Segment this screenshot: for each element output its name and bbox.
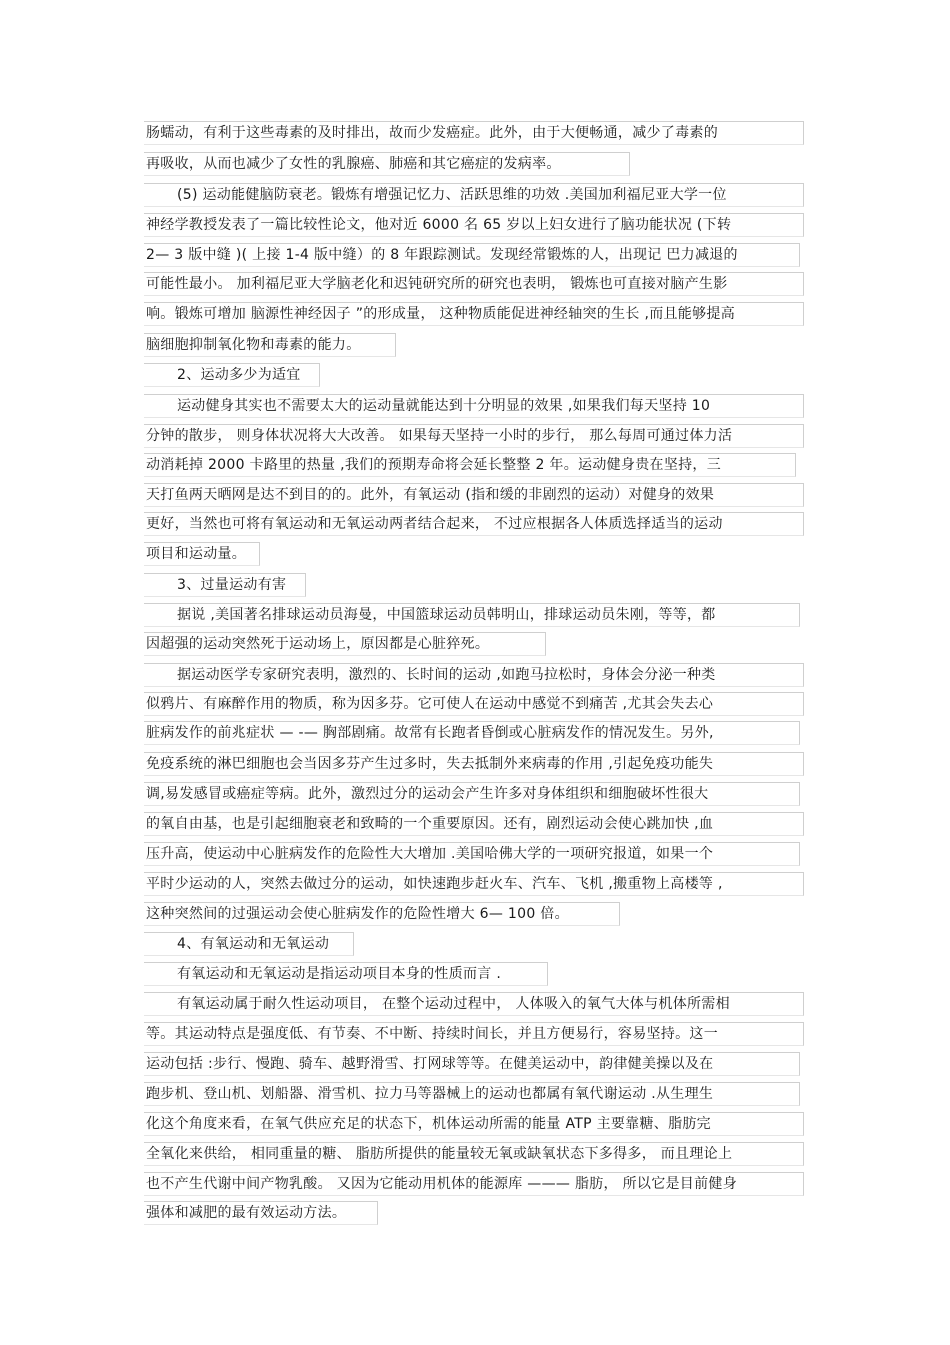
section-heading: 3、过量运动有害 [144,573,286,598]
text-line: 神经学教授发表了一篇比较性论文，他对近 6000 名 65 岁以上妇女进行了脑功能状况 (下转 [144,213,731,238]
text-line: 更好，当然也可将有氧运动和无氧运动两者结合起来， 不过应根据各人体质选择适当的运动 [144,512,723,537]
text-line: 化这个角度来看，在氧气供应充足的状态下，机体运动所需的能量 ATP 主要靠糖、脂肪完 [144,1112,711,1137]
text-line: 脑细胞抑制氧化物和毒素的能力。 [144,333,361,358]
text-line: 脏病发作的前兆症状 — -— 胸部剧痛。故常有长跑者昏倒或心脏病发作的情况发生。另外, [144,721,714,746]
section-heading: 4、有氧运动和无氧运动 [144,932,329,957]
text-line: 据说 ,美国著名排球运动员海曼，中国篮球运动员韩明山，排球运动员朱刚，等等，都 [144,603,716,628]
text-line: 免疫系统的淋巴细胞也会当因多芬产生过多时，失去抵制外来病毒的作用 ,引起免疫功能失 [144,752,713,777]
text-line: 运动健身其实也不需要太大的运动量就能达到十分明显的效果 ,如果我们每天坚持 10 [144,394,710,419]
text-line: 调,易发感冒或癌症等病。此外，激烈过分的运动会产生许多对身体组织和细胞破坏性很大 [144,782,708,807]
section-heading: 2、运动多少为适宜 [144,363,301,388]
text-line: 也不产生代谢中间产物乳酸。 又因为它能动用机体的能源库 ——— 脂肪， 所以它是目前健身 [144,1172,737,1197]
text-line: 天打鱼两天晒网是达不到目的的。此外，有氧运动 (指和缓的非剧烈的运动）对健身的效果 [144,483,714,508]
text-line: 有氧运动和无氧运动是指运动项目本身的性质而言 . [144,962,501,987]
text-line: 跑步机、登山机、划船器、滑雪机、拉力马等器械上的运动也都属有氧代谢运动 .从生理生 [144,1082,713,1107]
text-line: 肠蠕动，有利于这些毒素的及时排出，故而少发癌症。此外，由于大便畅通，减少了毒素的 [144,121,718,146]
text-line: 再吸收，从而也减少了女性的乳腺癌、肺癌和其它癌症的发病率。 [144,152,561,177]
text-line: 分钟的散步， 则身体状况将大大改善。 如果每天坚持一小时的步行， 那么每周可通过体力活 [144,424,732,449]
text-line: 动消耗掉 2000 卡路里的热量 ,我们的预期寿命将会延长整整 2 年。运动健身贵在坚持，三 [144,453,721,478]
text-line: 2— 3 版中缝 )( 上接 1-4 版中缝）的 8 年跟踪测试。发现经常锻炼的人，出现记 巴力减退的 [144,243,738,268]
text-line: 有氧运动属于耐久性运动项目， 在整个运动过程中， 人体吸入的氧气大体与机体所需相 [144,992,730,1017]
text-line: 平时少运动的人，突然去做过分的运动，如快速跑步赶火车、汽车、飞机 ,搬重物上高楼等 , [144,872,723,897]
text-line: 这种突然间的过强运动会使心脏病发作的危险性增大 6— 100 倍。 [144,902,569,927]
text-line: 运动包括 :步行、慢跑、骑车、越野滑雪、打网球等等。在健美运动中，韵律健美操以及在 [144,1052,713,1077]
text-line: 的氧自由基，也是引起细胞衰老和致畸的一个重要原因。还有，剧烈运动会使心跳加快 ,血 [144,812,713,837]
text-line: 项目和运动量。 [144,542,246,567]
text-line: 全氧化来供给， 相同重量的糖、 脂肪所提供的能量较无氧或缺氧状态下多得多， 而且理论上 [144,1142,732,1167]
text-line: 因超强的运动突然死于运动场上，原因都是心脏猝死。 [144,632,489,657]
text-line: 可能性最小。 加利福尼亚大学脑老化和迟钝研究所的研究也表明， 锻炼也可直接对脑产生影 [144,272,728,297]
text-line: 据运动医学专家研究表明，激烈的、长时间的运动 ,如跑马拉松时，身体会分泌一种类 [144,663,716,688]
text-line: 压升高，使运动中心脏病发作的危险性大大增加 .美国哈佛大学的一项研究报道，如果一个 [144,842,713,867]
text-line: 强体和减肥的最有效运动方法。 [144,1201,346,1226]
text-line: 似鸦片、有麻醉作用的物质，称为因多芬。它可使人在运动中感觉不到痛苦 ,尤其会失去心 [144,692,713,717]
text-line: 响。锻炼可增加 脑源性神经因子 ”的形成量， 这种物质能促进神经轴突的生长 ,而且能够提高 [144,302,735,327]
text-line: 等。其运动特点是强度低、有节奏、不中断、持续时间长，并且方便易行，容易坚持。这一 [144,1022,718,1047]
text-line: (5) 运动能健脑防衰老。锻炼有增强记忆力、活跃思维的功效 .美国加利福尼亚大学一位 [144,183,727,208]
